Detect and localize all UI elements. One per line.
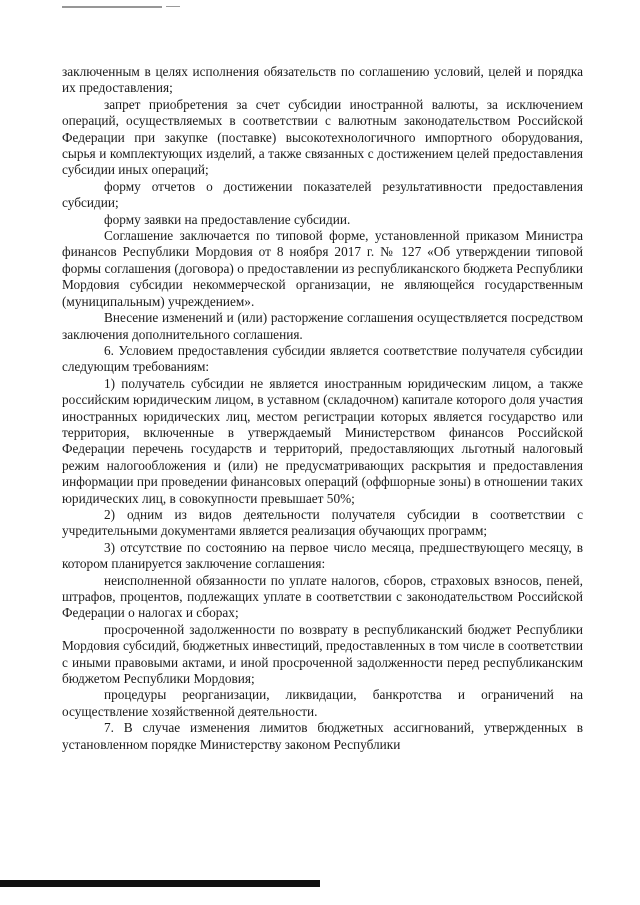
scan-edge-bottom [0,880,320,887]
paragraph-section-6: 6. Условием предоставления субсидии является соответствие получателя субсидии следующим требованиям: [62,342,583,375]
paragraph: Внесение изменений и (или) расторжение соглашения осуществляется посредством заключения дополнительного соглашения. [62,310,583,342]
scan-mark-top [62,6,162,8]
paragraph: неисполненной обязанности по уплате налогов, сборов, страховых взносов, пеней, штрафов, процентов, подлежащих уплате в соответствии с законодательством Российской Федерации о налогах и сборах; [62,572,583,621]
paragraph: заключенным в целях исполнения обязательств по соглашению условий, целей и порядка их предоставления; [62,64,583,96]
paragraph: запрет приобретения за счет субсидии иностранной валюты, за исключением операций, осуществляемых в соответствии с валютным законодательством Российской Федерации при закупке (поставке) высокотехнологичного импортного оборудования, сырья и комплектующих изделий, а также связанных с достижением целей предоставления субсидии иных операций; [62,96,583,178]
paragraph: Соглашение заключается по типовой форме, установленной приказом Министра финансов Республики Мордовия от 8 ноября 2017 г. № 127 «Об утверждении типовой формы соглашения (договора) о предоставлении из республиканского бюджета Республики Мордовия субсидии некоммерческой организации, не являющейся государственным (муниципальным) учреждением». [62,228,583,309]
paragraph: просроченной задолженности по возврату в республиканский бюджет Республики Мордовия субсидий, бюджетных инвестиций, предоставленных в том числе в соответствии с иными правовыми актами, и иной просроченной задолженности перед республиканским бюджетом Республики Мордовия; [62,621,583,687]
document-page [62,64,583,753]
paragraph: процедуры реорганизации, ликвидации, банкротства и ограничений на осуществление хозяйственной деятельности. [62,687,583,719]
paragraph: 3) отсутствие по состоянию на первое число месяца, предшествующего месяцу, в котором планируется заключение соглашения: [62,539,583,572]
paragraph: форму заявки на предоставление субсидии. [104,211,351,227]
paragraph: 2) одним из видов деятельности получателя субсидии в соответствии с учредительными документами является реализация обучающих программ; [62,506,583,539]
paragraph: 1) получатель субсидии не является иностранным юридическим лицом, а также российским юридическим лицом, в уставном (складочном) капитале которого доля участия иностранных юридических лиц, местом регистрации которых является государство или территория, включенные в утверждаемый Министерством финансов Российской Федерации перечень государств и территорий, предоставляющих льготный налоговый режим налогообложения и (или) не предусматривающих раскрытия и предоставления информации при проведении финансовых операций (оффшорные зоны) в отношении таких юридических лиц, в совокупности превышает 50%; [62,375,583,506]
scan-mark-top-small [166,6,180,7]
paragraph: форму отчетов о достижении показателей результативности предоставления субсидии; [62,178,583,211]
paragraph-section-7: 7. В случае изменения лимитов бюджетных ассигнований, утвержденных в установленном порядке Министерству законом Республики [62,720,583,752]
